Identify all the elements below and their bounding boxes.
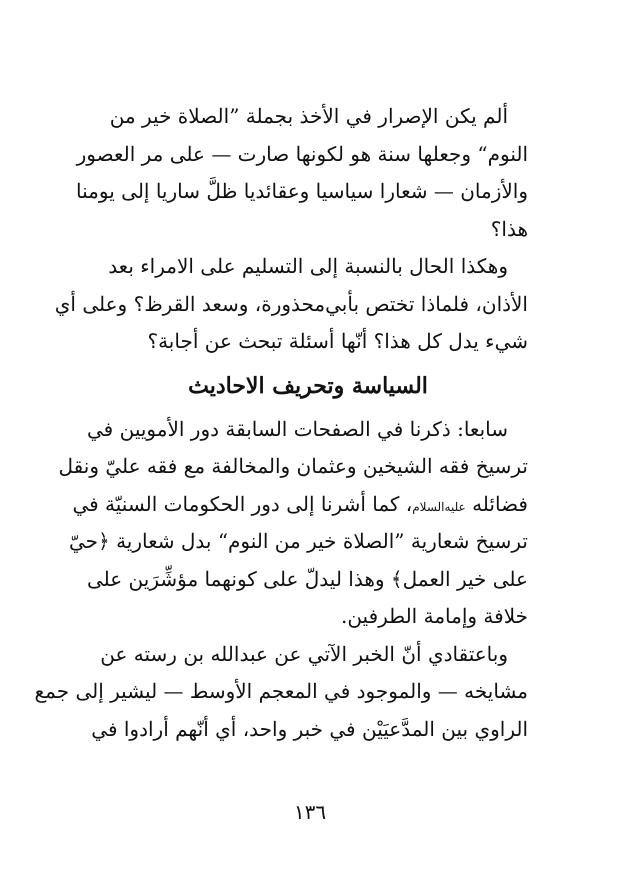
paragraph-3-line-3-start: فضائله — [472, 491, 528, 516]
paragraph-4-line-2: مشايخه — والموجود في المعجم الأوسط — ليشير إلى جمع — [34, 679, 528, 703]
paragraph-2-line-2: الأذان، فلماذا تختص بأبي‌محذورة، وسعد القرظ؟ وعلى أي — [54, 291, 528, 316]
body-text — [34, 98, 528, 748]
paragraph-3-line-5: على خير العمل﴾ وهذا ليدلّ على كونهما مؤشِّرَين على — [86, 566, 528, 591]
paragraph-3-line-2: ترسيخ فقه الشيخين وعثمان والمخالفة مع فقه عليّ ونقل — [58, 454, 528, 478]
paragraph-3-line-6: خلافة وإمامة الطرفين. — [340, 604, 528, 628]
page-number: ١٣٦ — [293, 800, 327, 824]
paragraph-2-line-3: شيء يدل كل هذا؟ أنّها أسئلة تبحث عن أجابة؟ — [147, 329, 528, 353]
section-heading: السياسة وتحريف الاحاديث — [188, 372, 428, 399]
paragraph-2-line-1: وهكذا الحال بالنسبة إلى التسليم على الامراء بعد — [108, 254, 508, 278]
paragraph-4-line-1: وباعتقادي أنّ الخبر الآتي عن عبدالله بن رسته عن — [100, 641, 508, 666]
paragraph-4-line-3: الراوي بين المدَّعيَيْن في خبر واحد، أي أنّهم أرادوا في — [91, 716, 528, 741]
paragraph-3-line-3 — [72, 486, 528, 524]
paragraph-1-line-3: والأزمان — شعارا سياسيا وعقائديا ظلَّ ساريا إلى يومنا — [76, 179, 528, 203]
paragraph-1-line-1: ألم يكن الإصرار في الأخذ بجملة ”الصلاة خير من — [109, 104, 508, 128]
paragraph-3-line-4: ترسيخ شعارية ”الصلاة خير من النوم“ بدل شعارية ﴿حيّ — [68, 529, 528, 553]
honorific: عليه‌السلام — [412, 499, 466, 514]
paragraph-3-line-3-end: ، كما أشرنا إلى دور الحكومات السنيّة في — [72, 491, 413, 516]
paragraph-1-line-4: هذا؟ — [490, 216, 528, 241]
paragraph-3-line-1: سابعا: ذكرنا في الصفحات السابقة دور الأمويين في — [87, 416, 508, 441]
paragraph-1-line-2: النوم“ وجعلها سنة هو لكونها صارت — على مر العصور — [76, 141, 528, 166]
